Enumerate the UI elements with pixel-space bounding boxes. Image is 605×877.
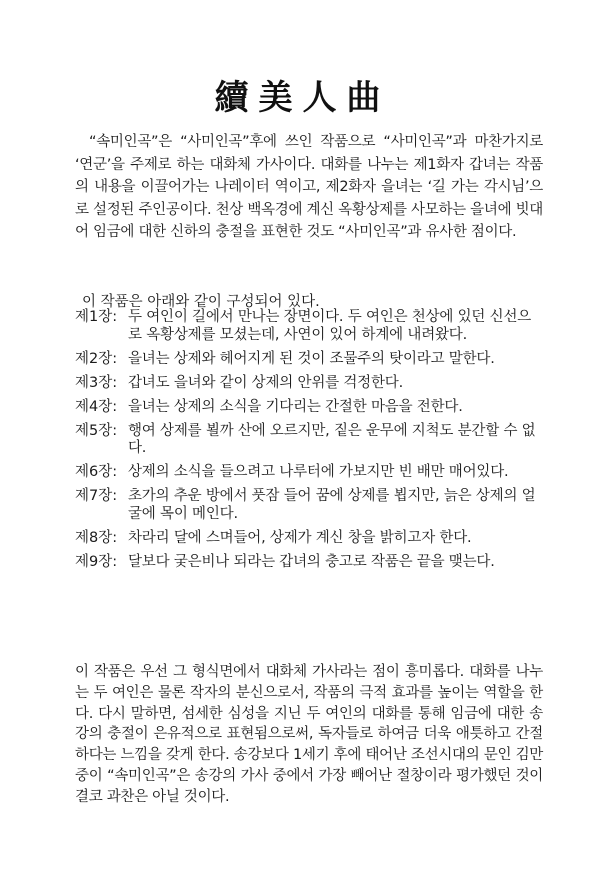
chapter-item [75, 488, 543, 523]
chapter-label: 제7장: [75, 488, 118, 504]
chapter-text: 행여 상제를 뵐까 산에 오르지만, 짙은 운무에 지척도 분간할 수 없다. [128, 422, 536, 456]
chapter-item [75, 530, 543, 548]
chapter-item [75, 375, 543, 393]
chapter-label: 제4장: [75, 398, 118, 415]
chapter-text: 갑녀도 을녀와 같이 상제의 안위를 걱정한다. [128, 374, 403, 391]
chapter-item [75, 399, 543, 417]
chapter-item [75, 309, 543, 344]
chapter-text: 초가의 추운 방에서 풋잠 들어 꿈에 상제를 뵙지만, 늙은 상제의 얼굴에 목이 메인다. [128, 488, 536, 522]
chapter-text: 달보다 궂은비나 되라는 갑녀의 충고로 작품은 끝을 맺는다. [128, 553, 495, 570]
chapter-item [75, 554, 543, 572]
chapter-item [75, 351, 543, 369]
chapter-label: 제6장: [75, 464, 118, 480]
chapter-item [75, 423, 543, 458]
chapter-list [75, 309, 543, 578]
chapter-label: 제8장: [75, 529, 118, 546]
intro-section [75, 131, 543, 244]
intro-paragraph: “속미인곡”은 “사미인곡”후에 쓰인 작품으로 “사미인곡”과 마찬가지로 ‘연군’을 주제로 하는 대화체 가사이다. 대화를 나누는 제1화자 갑녀는 작품의 내용을 이끌어가는 나레이터 역이고, 제2화자 을녀는 ‘길 가는 각시님’으로 설정된 주인공이다. 천상 백옥경에 계신 옥황상제를 사모하는 을녀에 빗대어 임금에 대한 신하의 충절을 표현한 것도 “사미인곡”과 유사한 점이다. [75, 134, 544, 240]
chapter-label: 제5장: [75, 422, 118, 439]
chapter-label: 제3장: [75, 374, 118, 391]
chapter-text: 두 여인이 길에서 만나는 장면이다. 두 여인은 천상에 있던 신선으로 옥황상제를 모셨는데, 사연이 있어 하계에 내려왔다. [128, 309, 532, 343]
closing-paragraph: 이 작품은 우선 그 형식면에서 대화체 가사라는 점이 흥미롭다. 대화를 나누는 두 여인은 물론 작자의 분신으로서, 작품의 극적 효과를 높이는 역할을 한다. 다시 말하면, 섬세한 심성을 지닌 두 여인의 대화를 통해 임금에 대한 송강의 충절이 은유적으로 표현됨으로써, 독자들로 하여금 더욱 애틋하고 간절하다는 느낌을 갖게 한다. 송강보다 1세기 후에 태어난 조선시대의 문인 김만중이 “속미인곡”은 송강의 가사 중에서 가장 빼어난 절창이라 평가했던 것이 결코 과찬은 아닐 것이다. [75, 664, 543, 805]
chapter-item [75, 464, 543, 482]
chapter-text: 을녀는 상제의 소식을 기다리는 간절한 마음을 전한다. [128, 398, 463, 415]
chapter-text: 상제의 소식을 들으려고 나루터에 가보지만 빈 배만 매어있다. [128, 464, 509, 480]
chapter-label: 제9장: [75, 553, 118, 570]
chapter-text: 을녀는 상제와 헤어지게 된 것이 조물주의 탓이라고 말한다. [128, 350, 495, 367]
page-title: 續美人曲 [214, 78, 391, 118]
structure-intro: 이 작품은 아래와 같이 구성되어 있다. [82, 294, 320, 310]
chapter-label: 제2장: [75, 350, 118, 367]
chapter-label: 제1장: [75, 309, 118, 325]
chapter-text: 차라리 달에 스며들어, 상제가 계신 창을 밝히고자 한다. [128, 529, 472, 546]
